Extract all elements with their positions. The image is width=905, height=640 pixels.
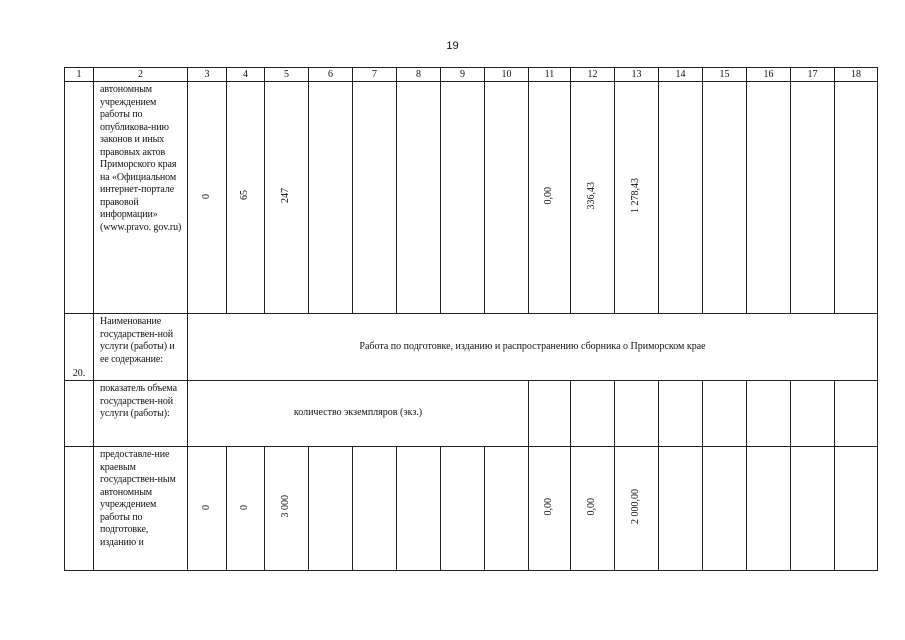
row-number-cell <box>65 381 94 447</box>
table-row <box>65 82 878 314</box>
empty-cell <box>703 381 747 447</box>
empty-cell <box>835 447 878 571</box>
col-header: 18 <box>835 68 878 82</box>
value-text: 3 000 <box>280 495 292 518</box>
value-text: 0 <box>200 194 212 200</box>
empty-cell <box>747 82 791 314</box>
empty-cell <box>397 82 441 314</box>
value-cell <box>529 447 571 571</box>
value-cell <box>571 82 615 314</box>
value-text: 336,43 <box>586 181 598 209</box>
col-header: 7 <box>353 68 397 82</box>
col-header: 6 <box>309 68 353 82</box>
budget-table <box>64 67 878 571</box>
value-cell <box>615 447 659 571</box>
empty-cell <box>703 447 747 571</box>
value-cell <box>265 82 309 314</box>
value-cell <box>188 447 227 571</box>
empty-cell <box>309 447 353 571</box>
value-cell <box>227 82 265 314</box>
empty-cell <box>659 82 703 314</box>
value-text: 65 <box>239 190 251 201</box>
value-text: 0,00 <box>543 186 555 204</box>
value-text: 0 <box>200 505 212 511</box>
col-header: 17 <box>791 68 835 82</box>
empty-cell <box>485 447 529 571</box>
value-text: 0,00 <box>543 497 555 515</box>
col-header: 2 <box>94 68 188 82</box>
col-header: 15 <box>703 68 747 82</box>
col-header: 10 <box>485 68 529 82</box>
row-description: предоставле-ние краевым государствен-ным автономным учреждением работы по подготовке, изданию и <box>94 447 188 571</box>
row-description: показатель объема государствен-ной услуги (работы): <box>94 381 188 447</box>
value-text: 247 <box>280 187 292 203</box>
empty-cell <box>615 381 659 447</box>
col-header: 13 <box>615 68 659 82</box>
empty-cell <box>747 381 791 447</box>
empty-cell <box>659 381 703 447</box>
empty-cell <box>441 447 485 571</box>
col-header: 16 <box>747 68 791 82</box>
row-number-cell <box>65 82 94 314</box>
col-header: 3 <box>188 68 227 82</box>
table-row <box>65 381 878 447</box>
col-header: 4 <box>227 68 265 82</box>
empty-cell <box>529 381 571 447</box>
col-header: 5 <box>265 68 309 82</box>
service-name: Работа по подготовке, изданию и распространению сборника о Приморском крае <box>188 314 878 381</box>
header-row <box>65 68 878 82</box>
row-description: автономным учреждением работы по опубликова-нию законов и иных правовых актов Приморского края на «Официальном интернет-портале правовой информации» (www.pravo. gov.ru) <box>94 82 188 314</box>
row-number-cell <box>65 447 94 571</box>
empty-cell <box>791 82 835 314</box>
empty-cell <box>791 447 835 571</box>
empty-cell <box>353 447 397 571</box>
empty-cell <box>309 82 353 314</box>
value-cell <box>188 82 227 314</box>
unit-label: количество экземпляров (экз.) <box>188 381 529 447</box>
empty-cell <box>659 447 703 571</box>
table-row <box>65 447 878 571</box>
col-header: 1 <box>65 68 94 82</box>
value-text: 0,00 <box>586 497 598 515</box>
value-cell <box>227 447 265 571</box>
value-cell <box>615 82 659 314</box>
empty-cell <box>441 82 485 314</box>
empty-cell <box>571 381 615 447</box>
value-text: 1 278,43 <box>630 177 642 213</box>
value-cell <box>571 447 615 571</box>
empty-cell <box>835 381 878 447</box>
value-text: 0 <box>239 505 251 511</box>
col-header: 8 <box>397 68 441 82</box>
empty-cell <box>353 82 397 314</box>
col-header: 11 <box>529 68 571 82</box>
row-number: 20. <box>65 314 94 381</box>
empty-cell <box>835 82 878 314</box>
col-header: 12 <box>571 68 615 82</box>
value-cell <box>265 447 309 571</box>
page-number: 19 <box>446 40 459 52</box>
empty-cell <box>397 447 441 571</box>
value-text: 2 000,00 <box>630 488 642 524</box>
empty-cell <box>747 447 791 571</box>
table-row <box>65 314 878 381</box>
col-header: 9 <box>441 68 485 82</box>
empty-cell <box>791 381 835 447</box>
value-cell <box>529 82 571 314</box>
empty-cell <box>703 82 747 314</box>
empty-cell <box>485 82 529 314</box>
col-header: 14 <box>659 68 703 82</box>
row-description: Наименование государствен-ной услуги (работы) и ее содержание: <box>94 314 188 381</box>
